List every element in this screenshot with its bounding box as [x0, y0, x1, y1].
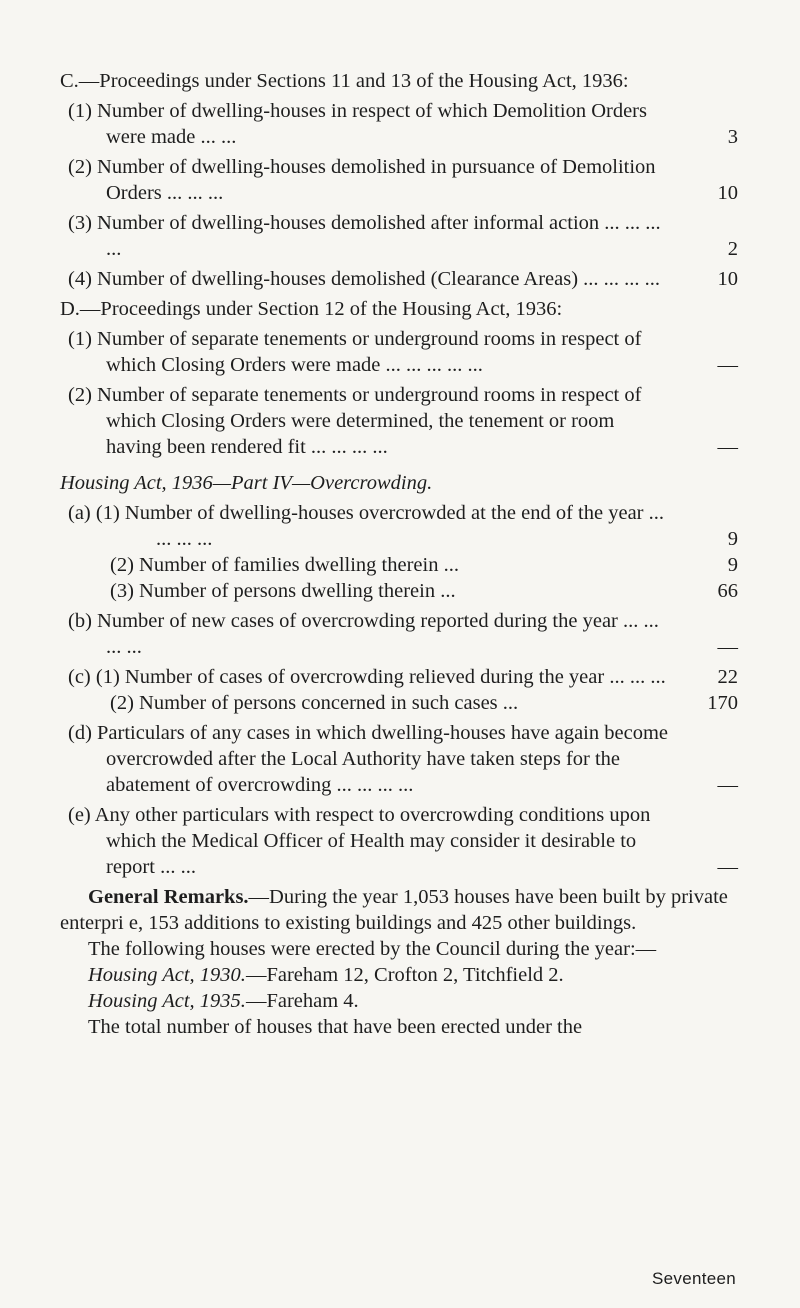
item-label: (1) Number of dwelling-houses in respect of which Demolition Orders were made ... ... [68, 100, 647, 148]
item-label: (3) Number of dwelling-houses demolished after informal action ... ... ... ... [68, 212, 661, 260]
section-c-item-2 [60, 154, 740, 206]
item-label: (2) Number of families dwelling therein ... [110, 554, 459, 576]
section-d-item-1 [60, 326, 740, 378]
general-remarks [60, 884, 740, 936]
following-houses: The following houses were erected by the Council during the year:— [88, 938, 657, 960]
item-label: (2) Number of dwelling-houses demolished in pursuance of Demolition Orders ... ... ... [68, 156, 656, 204]
item-value: 170 [707, 692, 738, 714]
document-page [60, 68, 740, 1040]
overcrowding-e [60, 802, 740, 880]
item-label: (a) (1) Number of dwelling-houses overcrowded at the end of the year ... ... ... ... [68, 502, 664, 550]
act-1935-text: —Fareham 4. [245, 990, 359, 1012]
item-value: 10 [717, 182, 738, 204]
overcrowding-a3 [60, 578, 740, 604]
section-c-item-1 [60, 98, 740, 150]
act-1935-label: Housing Act, 1935. [88, 990, 246, 1012]
item-label: (c) (1) Number of cases of overcrowding relieved during the year ... ... ... [68, 666, 666, 688]
general-remarks-lead: General Remarks. [88, 886, 249, 908]
overcrowding-c1 [60, 664, 740, 690]
item-value: 66 [717, 580, 738, 602]
act-1930-label: Housing Act, 1930. [88, 964, 246, 986]
overcrowding-b [60, 608, 740, 660]
item-label: (d) Particulars of any cases in which dwelling-houses have again become overcrowded after the Local Authority have taken steps for the abatement of overcrowding ... ... ... ... [68, 722, 668, 796]
item-label: (e) Any other particulars with respect to overcrowding conditions upon which the Medical Officer of Health may consider it desirable to report ... ... [68, 804, 651, 878]
item-value: — [717, 354, 738, 376]
section-c-heading: C.—Proceedings under Sections 11 and 13 of the Housing Act, 1936: [60, 70, 629, 92]
act-1930-text: —Fareham 12, Crofton 2, Titchfield 2. [245, 964, 564, 986]
item-value: 3 [727, 126, 738, 148]
housing-act-1930 [60, 962, 740, 988]
overcrowding-a2 [60, 552, 740, 578]
item-value: 22 [717, 666, 738, 688]
section-d-heading: D.—Proceedings under Section 12 of the Housing Act, 1936: [60, 298, 563, 320]
overcrowding-c2 [60, 690, 740, 716]
item-label: (2) Number of persons concerned in such cases ... [110, 692, 519, 714]
item-value: 9 [727, 554, 738, 576]
item-value: 2 [727, 238, 738, 260]
item-value: — [717, 636, 738, 658]
overcrowding-d [60, 720, 740, 798]
item-value: — [717, 856, 738, 878]
item-value: 9 [727, 528, 738, 550]
page-number: Seventeen [652, 1269, 736, 1288]
item-value: — [717, 436, 738, 458]
item-label: (1) Number of separate tenements or underground rooms in respect of which Closing Orders were made ... ... ... ... ... [68, 328, 642, 376]
section-c-item-4 [60, 266, 740, 292]
item-label: (b) Number of new cases of overcrowding reported during the year ... ... ... ... [68, 610, 659, 658]
general-remarks-text: —During the year 1,053 houses have been built by private enterpri e, 153 additions to existing buildings and 425 other buildings. [60, 886, 728, 934]
item-value: — [717, 774, 738, 796]
overcrowding-a1 [60, 500, 740, 552]
item-label: (4) Number of dwelling-houses demolished (Clearance Areas) ... ... ... ... [68, 268, 661, 290]
total-houses-line: The total number of houses that have been erected under the [88, 1016, 583, 1038]
housing-act-1935 [60, 988, 740, 1014]
item-label: (2) Number of separate tenements or underground rooms in respect of which Closing Orders were determined, the tenement or room having been rendered fit ... ... ... ... [68, 384, 642, 458]
item-value: 10 [717, 268, 738, 290]
item-label: (3) Number of persons dwelling therein ... [110, 580, 456, 602]
section-c-item-3 [60, 210, 740, 262]
section-d-item-2 [60, 382, 740, 460]
overcrowding-heading: Housing Act, 1936—Part IV—Overcrowding. [60, 472, 433, 494]
